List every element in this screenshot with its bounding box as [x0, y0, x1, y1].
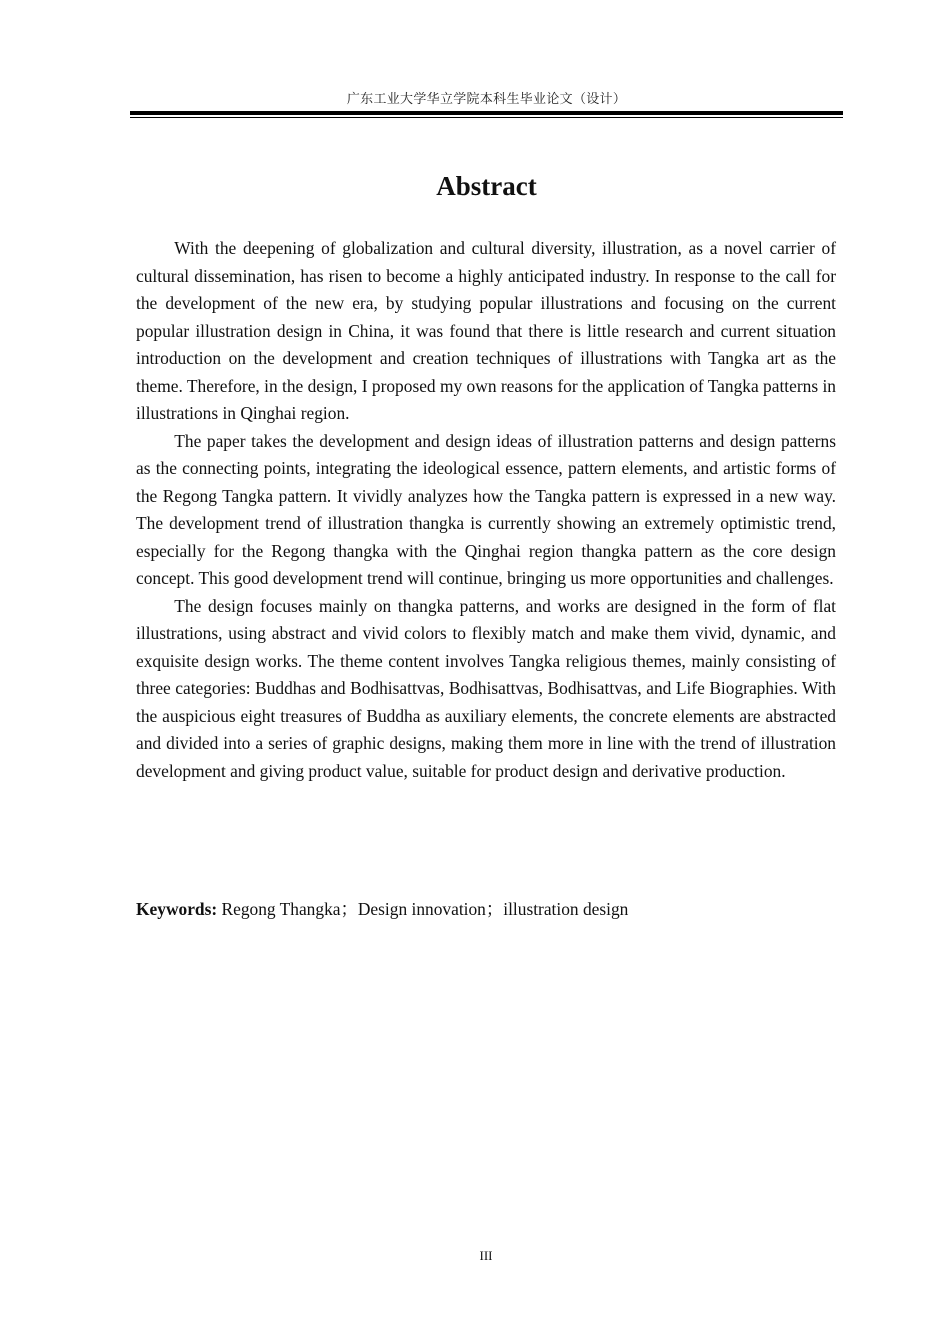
- header-rule-thick: [130, 111, 843, 115]
- keywords-line: [136, 896, 836, 924]
- abstract-body: [136, 235, 836, 785]
- keywords-label: Keywords:: [136, 899, 218, 919]
- header-rule-thin: [130, 117, 843, 118]
- running-header: 广东工业大学华立学院本科生毕业论文（设计）: [346, 92, 627, 107]
- keywords-text: Regong Thangka；Design innovation；illustration design: [217, 899, 629, 919]
- abstract-paragraph-3: The design focuses mainly on thangka patterns, and works are designed in the form of flat illustrations, using abstract and vivid colors to flexibly match and make them vivid, dynamic, and exquisite design works. The theme content involves Tangka religious themes, mainly consisting of three categories: Buddhas and Bodhisattvas, Bodhisattvas, Bodhisattvas, and Life Biographies. With the auspicious eight treasures of Buddha as auxiliary elements, the concrete elements are abstracted and divided into a series of graphic designs, making them more in line with the trend of illustration development and giving product value, suitable for product design and derivative production.: [136, 595, 836, 781]
- abstract-paragraph-2: The paper takes the development and design ideas of illustration patterns and design patterns as the connecting points, integrating the ideological essence, pattern elements, and artistic forms of the Regong Tangka pattern. It vividly analyzes how the Tangka pattern is expressed in a new way. The development trend of illustration thangka is currently showing an extremely optimistic trend, especially for the Regong thangka with the Qinghai region thangka pattern as the core design concept. This good development trend will continue, bringing us more opportunities and challenges.: [136, 430, 836, 588]
- abstract-paragraph-1: With the deepening of globalization and cultural diversity, illustration, as a novel carrier of cultural dissemination, has risen to become a highly anticipated industry. In response to the call for the development of the new era, by studying popular illustrations and focusing on the current popular illustration design in China, it was found that there is little research and current situation introduction on the development and creation techniques of illustrations with Tangka art as the theme. Therefore, in the design, I proposed my own reasons for the application of Tangka patterns in illustrations in Qinghai region.: [136, 238, 836, 423]
- page-number: III: [479, 1248, 493, 1263]
- abstract-title: Abstract: [436, 171, 537, 201]
